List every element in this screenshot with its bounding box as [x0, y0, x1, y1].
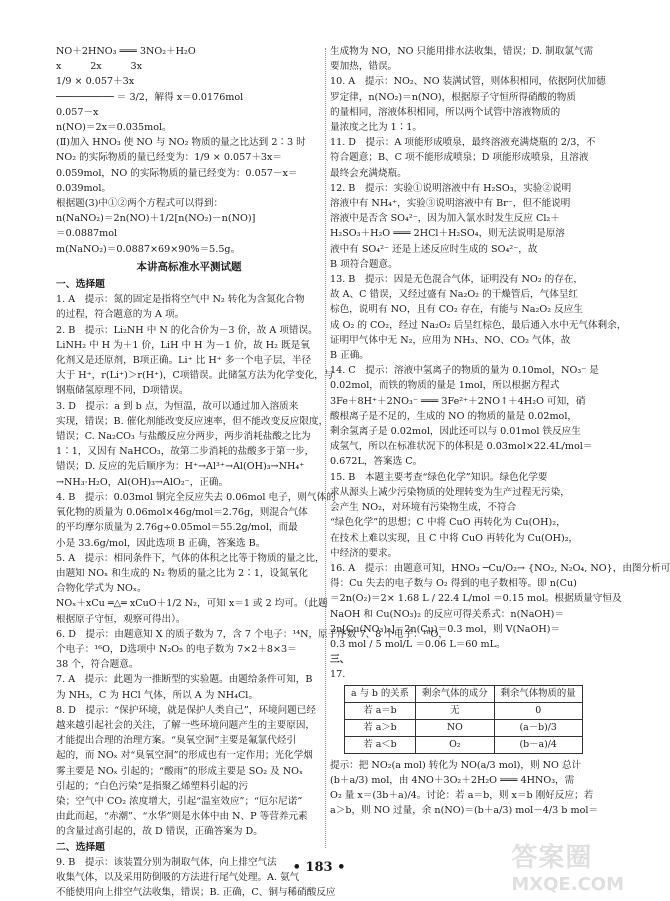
text-line: 中经济的要求。 [330, 547, 398, 559]
text-line: 剩余氢离子是 0.02mol，因此还可以与 0.01mol 铁反应生 [330, 426, 581, 438]
text-line: 由此而起，“赤潮”、“水华”则是水体中由 N、P 等营养元素 [56, 811, 308, 823]
text-line: 符合题意；B、C 项不能形成喷泉；D 项能形成喷泉，且溶液 [330, 152, 589, 164]
text-line: 1/9 × 0.057＋3x [56, 76, 135, 88]
watermark-logo [511, 837, 624, 895]
text-line: 0.3 mol / 5 mol/L ＝0.06 L＝60 mL。 [330, 638, 506, 650]
text-line: 最终会充满烧瓶。 [330, 167, 407, 179]
answer-table [344, 685, 583, 754]
text-line: 2n[Cu(NO₃)₂]＝2n(Cu)＝0.3 mol，则 V(NaOH)＝ [330, 623, 561, 635]
text-line: O₂ 量 x＝(3b＋a)/4。讨论：若 a＝b，则 x＝b 刚好反应；若 [330, 789, 594, 801]
table-header-cell: 剩余气体的成分 [416, 685, 495, 702]
table-cell: NO [416, 719, 495, 736]
table-cell: (a－b)/3 [494, 719, 582, 736]
right-column [330, 44, 670, 818]
q17-label: 17. [330, 669, 346, 681]
text-line: 0.039mol。 [56, 182, 112, 194]
section-title: 本讲高标准水平测试题 [136, 260, 242, 273]
text-line: 为 NH₃，C 为 HCl 气体，所以 A 为 NH₄Cl。 [56, 689, 258, 701]
text-line: 量浓度之比为 1∶1。 [330, 122, 423, 134]
text-line: 12. B 提示：实验①说明溶液中有 H₂SO₃，实验②说明 [330, 182, 572, 194]
text-line: 38 个，符合题意。 [56, 659, 139, 671]
text-line: 会产生 NO₂，对环境有污染物生成，不符合 [330, 502, 517, 514]
text-line: 起的，而 NOₓ 对“臭氧空洞”的形成也有一定作用；光化学烟 [56, 750, 313, 762]
text-line: 7. A 提示：此题为一推断型的实验题。由题给条件可知，B [56, 674, 313, 686]
table-cell: 无 [416, 702, 495, 719]
text-line: 液中有 SO₄²⁻ 还是上述反应时生成的 SO₄²⁻，故 [330, 243, 538, 255]
text-line: NOₓ＋xCu ═△═ xCuO＋1/2 N₂，可知 x＝1 或 2 均可。（此题 [56, 598, 328, 610]
text-line: 罗定律，n(NO₂)＝n(NO)，根据原子守恒所得硝酸的物质 [330, 91, 576, 103]
table-header-cell: a 与 b 的关系 [345, 685, 416, 702]
text-line: 根据题(3)中①②两个方程式可以得到： [56, 198, 224, 210]
text-line: 引起的；“白色污染”是指聚乙烯塑料引起的污 [56, 780, 249, 792]
text-line: →NH₃·H₂O，Al(OH)₃→AlO₂⁻，正确。 [56, 476, 229, 488]
text-line: 0.02mol，而铁的物质的量是 1mol，所以根据方程式 [330, 380, 560, 392]
text-line: 4. B 提示：0.03mol 铜完全反应失去 0.06mol 电子，则气体的 [56, 491, 336, 503]
text-line: 14. C 提示：溶液中氢离子的物质的量为 0.10mol，NO₃⁻ 是 [330, 365, 599, 377]
section-heading: 一、选择题 [56, 279, 105, 291]
text-line: 6. D 提示：由题意知 X 的质子数为 7，含 7 个电子：¹⁴N，原子序数 7、8 个电子：¹⁶O， [56, 628, 448, 640]
text-line: m(NaNO₂)＝0.0887×69×90%＝5.5g。 [56, 243, 241, 255]
text-line: 故 A、C 错误，又经过盛有 Na₂O₂ 的干燥管后，气体呈红 [330, 289, 579, 301]
text-line: B 正确。 [330, 350, 369, 362]
text-line: 0.672L，答案选 C。 [330, 456, 423, 468]
right-answer-lines [330, 44, 627, 561]
text-line: 染；空气中 CO₂ 浓度增大，引起“温室效应”；“厄尔尼诺” [56, 795, 303, 807]
text-line: 氧化物的质量为 0.06mol×46g/mol＝2.76g，则混合气体 [56, 507, 308, 519]
text-line: 11. D 提示：A 项能形成喷泉，最终溶液充满烧瓶的 2/3，不 [330, 137, 596, 149]
text-line: 求从源头上减少污染物质的处理转变为生产过程无污染， [330, 486, 570, 498]
table-cell: 若 a＜b [345, 736, 416, 753]
watermark-text: 答案圈 [511, 843, 593, 873]
text-line: 雾主要是 NOₓ 引起的；“酸雨”的形成主要是 SO₂ 及 NOₓ [56, 765, 304, 777]
text-line: B 项符合题意。 [330, 258, 398, 270]
q16-intro: 16. A 提示：由题意可知，HNO₃ ─Cu/O₂→ {NO₂, N₂O₄, NO}，由图分析可 [330, 562, 670, 574]
text-line: 生成物为 NO，NO 只能用排水法收集，错误；D. 制取氯气需 [330, 46, 594, 57]
text-line: 溶液中是否含 SO₄²⁻，因为加入氯水时发生反应 Cl₂＋ [330, 213, 560, 225]
right-q17-notes [330, 758, 606, 819]
text-line: n(NO)＝2x＝0.035mol。 [56, 122, 172, 134]
text-line: 小是 33.6g/mol，因此选项 B 正确，答案选 B。 [56, 537, 266, 549]
text-line: 提示：把 NO₂(a mol) 转化为 NO(a/3 mol)，则 NO 总计 [330, 759, 582, 771]
text-line: 实现，错误；B. 催化剂能改变反应速率，但不能改变反应限度， [56, 415, 329, 427]
text-line: 成 O₂ 的 CO₂，经过 Na₂O₂ 后呈红棕色，最后通入水中无气体剩余， [330, 319, 627, 331]
text-line: 成氢气，所以在标准状况下的体积是 0.03mol×22.4L/mol＝ [330, 441, 593, 453]
text-line: 15. B 本题主要考查“绿色化学”知识。绿色化学要 [330, 471, 548, 483]
text-line: 1. A 提示：氮的固定是指将空气中 N₂ 转化为含氮化合物 [56, 294, 305, 306]
text-line: 根据原子守恒，观察可得出）。 [56, 613, 186, 625]
text-line: 合物化学式为 NOₓ。 [56, 583, 147, 595]
right-q16-lines [330, 576, 622, 652]
text-line: 得：Cu 失去的电子数与 O₂ 得到的电子数相等。即 n(Cu) [330, 578, 577, 590]
section-heading: 三、 [330, 654, 350, 666]
text-line: ＝2n(O₂)＝2× 1.68 L / 22.4 L/mol ＝0.15 mol。根据质量守恒及 [330, 593, 622, 605]
text-line: “绿色化学”的思想；C 中将 CuO 再转化为 Cu(OH)₂， [330, 517, 566, 529]
text-line: 个电子：¹⁶O，D选项中 N₂O₅ 的电子数为 7×2＋8×3＝ [56, 643, 297, 655]
text-line: 要加热，错误。 [330, 61, 398, 73]
text-line: n(NaNO₂)＝2n(NO)＋1/2[n(NO₂)－n(NO)] [56, 213, 256, 225]
text-line: 9. B 提示：该装置分别为制取气体，向上排空气法 [56, 856, 277, 868]
table-row [345, 719, 583, 736]
text-line: 10. A 提示：NO₂、NO 装满试管，则体积相同，依据阿伏加德 [330, 76, 606, 88]
table-cell: O₂ [416, 736, 495, 753]
text-line: H₂SO₃＋H₂O ═══ 2HCl＋H₂SO₄，则无法说明是原溶 [330, 228, 565, 240]
text-line: x 2x 3x [56, 61, 143, 73]
text-line: (Ⅱ)加入 HNO₃ 使 NO 与 NO₂ 物质的量之比达到 2∶3 时 [56, 137, 306, 149]
text-line: 0.059mol，NO 的实际物质的量已经变为：0.057－x＝ [56, 167, 298, 179]
table-cell: 若 a＞b [345, 719, 416, 736]
text-line: 酸根离子是不足的，生成的 NO 的物质的量是 0.02mol， [330, 410, 577, 422]
table-cell: (b－a)/4 [494, 736, 582, 753]
text-line: 5. A 提示：相同条件下，气体的体积之比等于物质的量之比， [56, 552, 325, 564]
table-cell: 若 a＝b [345, 702, 416, 719]
text-line: 3Fe＋8H⁺＋2NO₃⁻ ═══ 3Fe²⁺＋2NO↑＋4H₂O 可知，硝 [330, 395, 586, 407]
text-line: 在技术上难以实现，且 C 中将 CuO 再转化为 Cu(OH)₂， [330, 532, 579, 544]
column-divider [325, 48, 326, 848]
text-line: 溶液中有 NH₄⁺，实验③说明溶液中有 Br⁻，但不能说明 [330, 198, 571, 210]
text-line: 大于 H⁺，r(Li⁺)＞r(H⁺)，C项错误。此储氢方法为化学变化，与 [56, 370, 334, 382]
text-line: 13. B 提示：因是无色混合气体，证明没有 NO₂ 的存在， [330, 274, 584, 286]
text-line: NaOH 和 Cu(NO₃)₂ 的反应可得关系式：n(NaOH)＝ [330, 608, 564, 620]
text-line: a＞b，则 NO 过量，余 n(NO)＝(b＋a/3) mol－4/3 b mol＝ [330, 805, 599, 817]
text-line: 越来越引起社会的关注，了解一些环境问题产生的主要原因， [56, 719, 316, 731]
text-line: 的量相同，溶液体积相同，所以两个试管中溶液物质的 [330, 106, 561, 118]
left-top-lines [56, 44, 322, 257]
text-line: 的含量过高引起的，故 D 错误，正确答案为 D。 [56, 826, 263, 838]
text-line: 收集气体，以及采用防倒吸的方法进行尾气处理。A. 氨气 [56, 871, 300, 883]
text-line: 由题知 NOₓ 和生成的 N₂ 物质的量之比为 2∶1，设氮氧化 [56, 567, 308, 579]
text-line: (b＋a/3) mol，由 4NO＋3O₂＋2H₂O ═══ 4HNO₃，需 [330, 774, 575, 786]
text-line: ＝0.0887mol [56, 228, 118, 240]
table-row [345, 736, 583, 753]
text-line: 才能提出合理的治理方案。“臭氧空洞”主要是氟氯代烃引 [56, 735, 297, 747]
text-line: 2. B 提示：Li₂NH 中 N 的化合价为－3 价，故 A 项错误。 [56, 324, 318, 336]
text-line: LiNH₂ 中 H 为＋1 价，LiH 中 H 为－1 价，故 H₂ 既是氧 [56, 339, 310, 351]
text-line: 不能使用向上排空气法收集，错误；B. 正确，C、铜与稀硝酸反应 [56, 887, 336, 899]
text-line: 1∶1，又因有 NaHCO₃，故第二步消耗的盐酸多于第一步， [56, 446, 315, 458]
table-header-row [345, 685, 583, 702]
text-line: 的平均摩尔质量为 2.76g÷0.05mol＝55.2g/mol，而最 [56, 522, 298, 534]
text-line: 钢瓶储氢原理不同，D项错误。 [56, 385, 189, 397]
page-number: • 183 • [292, 860, 346, 875]
text-line: NO₂ 的实际物质的量已经变为：1/9 × 0.057＋3x＝ [56, 152, 283, 164]
table-cell: 0 [494, 702, 582, 719]
text-line: 3. D 提示：a 到 b 点，为恒温，故可以通过加入溶质来 [56, 400, 299, 412]
text-line: 棕色，说明有 NO，且有 CO₂ 存在，有能与 Na₂O₂ 反应生 [330, 304, 583, 316]
text-line: 的过程，符合题意的为 A 项。 [56, 309, 185, 321]
table-row [345, 702, 583, 719]
section-heading: 二、选择题 [56, 841, 105, 853]
text-line: NO＋2HNO₃ ═══ 3NO₂＋H₂O [56, 46, 196, 57]
text-line: 错误；D. 反应的先后顺序为：H⁺→Al³⁺→Al(OH)₃→NH₄⁺ [56, 461, 305, 473]
watermark-url: MXQE.COM [511, 874, 624, 895]
text-line: 8. D 提示：“保护环境，就是保护人类自己”，环境问题已经 [56, 704, 316, 716]
text-line: 错误；C. Na₂CO₃ 与盐酸反应分两步，两步消耗盐酸之比为 [56, 431, 311, 443]
text-line: 证明甲气体中无 N₂，应用为 NH₃、NO、CO₂ 气体，故 [330, 334, 571, 346]
text-line: 化剂又是还原剂，B项正确。Li⁺ 比 H⁺ 多一个电子层，半径 [56, 355, 312, 367]
text-line: 0.057－x [56, 106, 99, 118]
table-header-cell: 剩余气体物质的量 [494, 685, 582, 702]
text-line: ────────── ＝ 3/2，解得 x＝0.0176mol [56, 91, 244, 103]
